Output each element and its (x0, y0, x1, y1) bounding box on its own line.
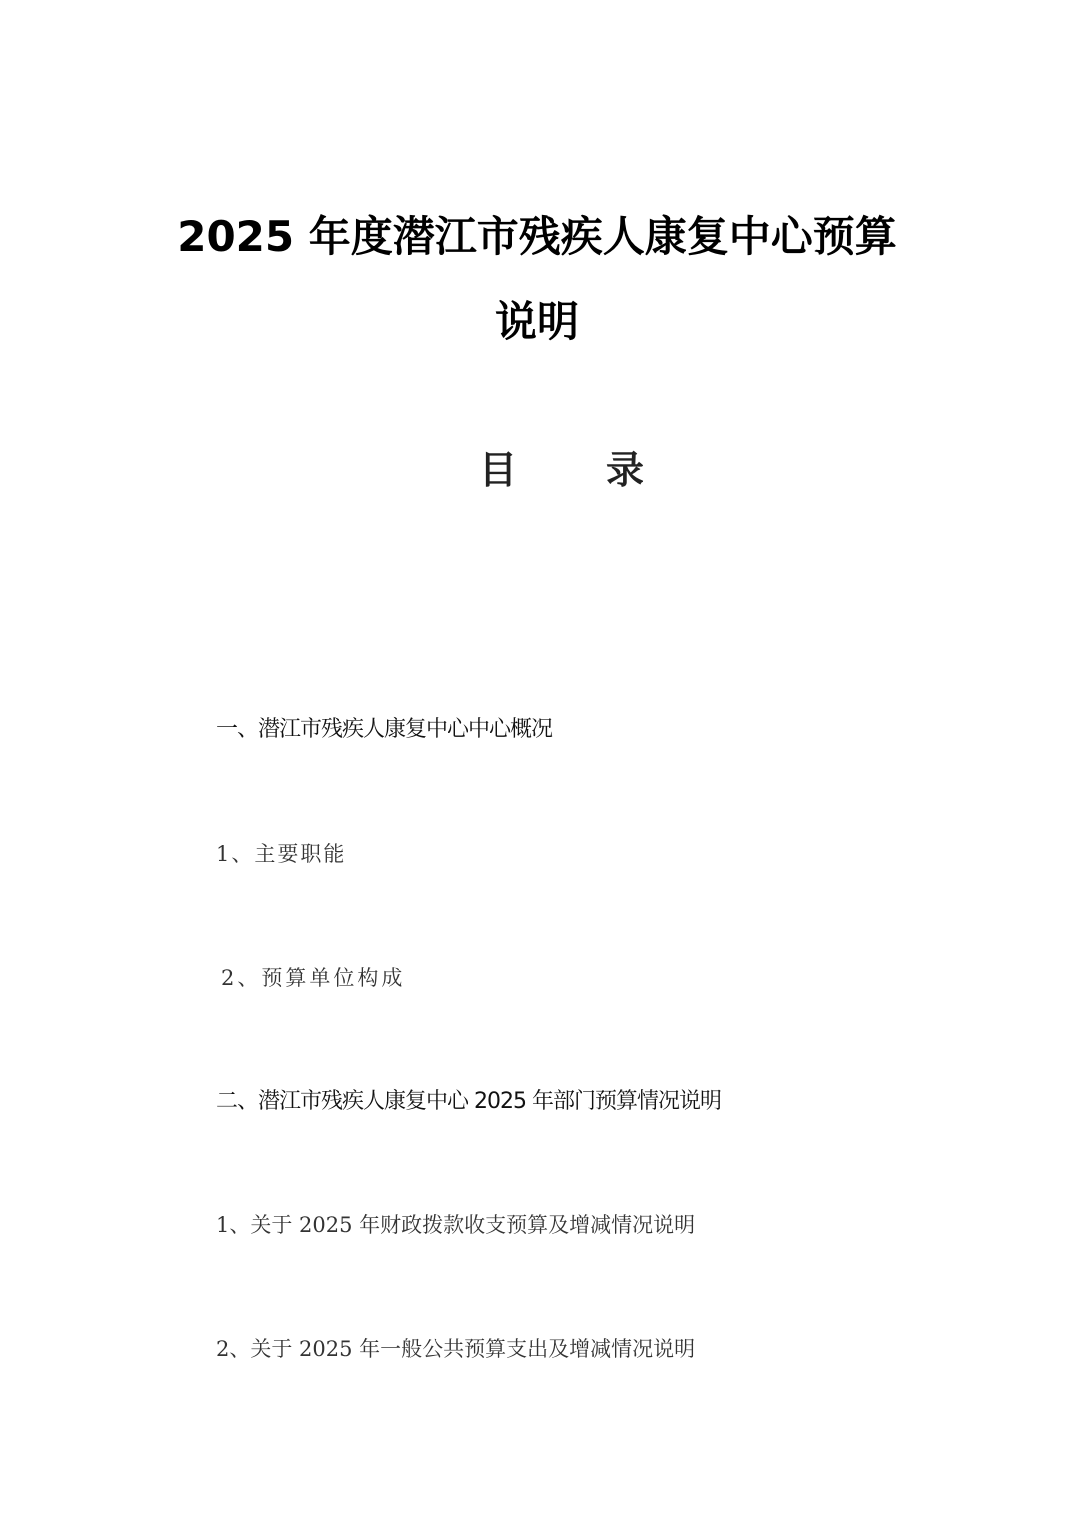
table-of-contents-heading (0, 445, 1074, 495)
toc-heading-char-2: 录 (606, 447, 645, 492)
document-title-line-2: 说明 (494, 297, 579, 346)
toc-item-budget-unit-composition: 2、预算单位构成 (221, 966, 406, 990)
toc-item-general-public-budget: 2、关于 2025 年一般公共预算支出及增减情况说明 (216, 1337, 696, 1361)
toc-section-budget-explanation: 二、潜江市残疾人康复中心 2025 年部门预算情况说明 (216, 1089, 721, 1114)
document-title-line-1: 2025 年度潜江市残疾人康复中心预算 (177, 212, 897, 261)
toc-heading-char-1: 目 (479, 447, 518, 492)
toc-section-overview: 一、潜江市残疾人康复中心中心概况 (216, 717, 553, 742)
toc-item-main-functions: 1、主要职能 (216, 842, 347, 866)
toc-item-fiscal-appropriation: 1、关于 2025 年财政拨款收支预算及增减情况说明 (216, 1213, 696, 1237)
